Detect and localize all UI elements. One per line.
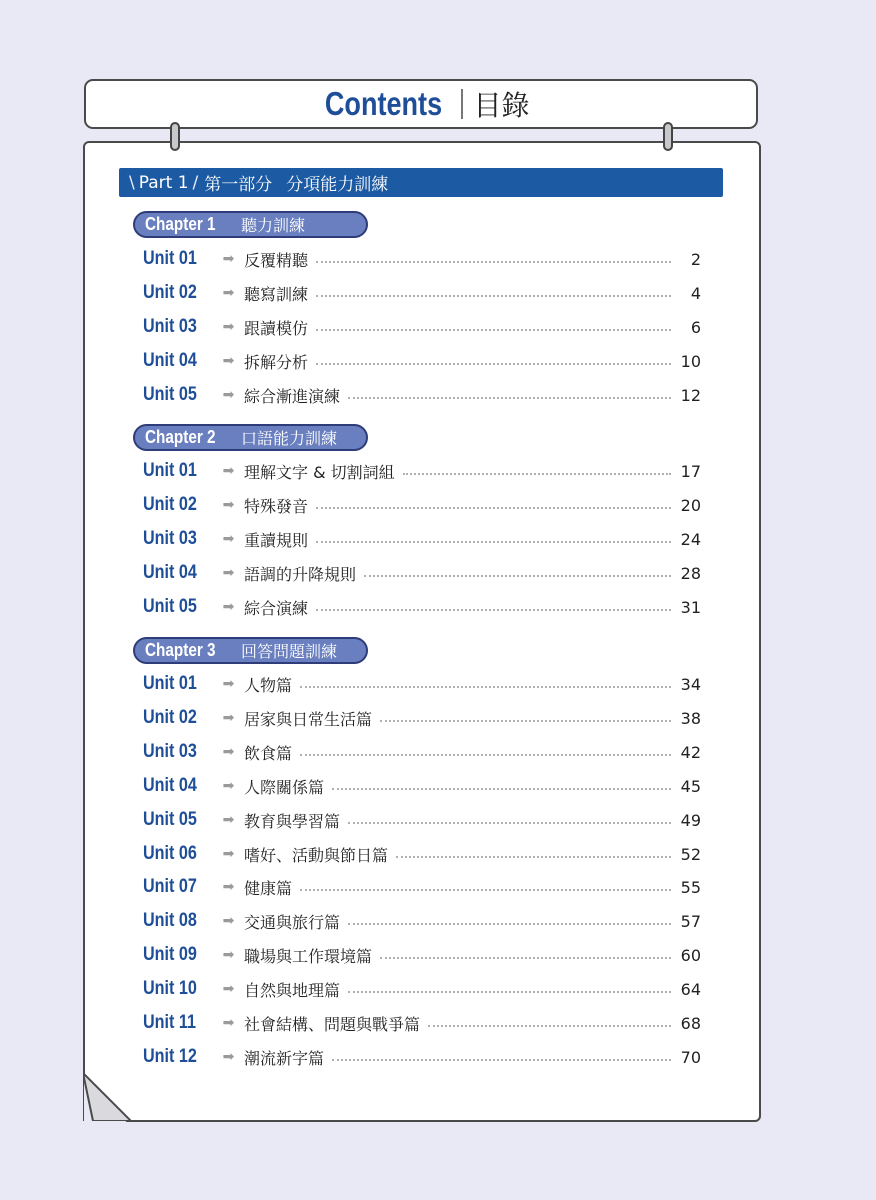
title-divider xyxy=(461,89,463,119)
toc-entry[interactable] xyxy=(143,842,701,866)
right-arrow-icon: ➡ xyxy=(222,947,235,963)
unit-topic: 嗜好、活動與節日篇 xyxy=(244,845,389,865)
dot-leader xyxy=(316,507,671,509)
dot-leader xyxy=(348,822,671,824)
toc-entry[interactable] xyxy=(143,909,701,933)
part-subtitle: 分項能力訓練 xyxy=(286,175,389,195)
toc-entry[interactable] xyxy=(143,672,701,696)
page-number: 52 xyxy=(680,844,701,864)
unit-topic: 拆解分析 xyxy=(244,352,309,372)
unit-label: Unit 12 xyxy=(143,1046,197,1067)
page-number: 34 xyxy=(680,674,701,694)
unit-label: Unit 10 xyxy=(143,978,197,999)
right-arrow-icon: ➡ xyxy=(222,599,235,615)
right-arrow-icon: ➡ xyxy=(222,531,235,547)
unit-label: Unit 06 xyxy=(143,843,197,864)
unit-label: Unit 02 xyxy=(143,494,197,515)
page-number: 31 xyxy=(680,597,701,617)
unit-label: Unit 03 xyxy=(143,316,197,337)
dot-leader xyxy=(316,261,671,263)
right-arrow-icon: ➡ xyxy=(222,913,235,929)
toc-entry[interactable] xyxy=(143,706,701,730)
part-title: 第一部分 xyxy=(204,175,273,195)
unit-topic: 交通與旅行篇 xyxy=(244,912,341,932)
unit-label: Unit 02 xyxy=(143,282,197,303)
right-arrow-icon: ➡ xyxy=(222,744,235,760)
toc-entry[interactable] xyxy=(143,1011,701,1035)
toc-entry[interactable] xyxy=(143,808,701,832)
right-arrow-icon: ➡ xyxy=(222,387,235,403)
unit-topic: 人物篇 xyxy=(244,675,293,695)
unit-label: Unit 04 xyxy=(143,562,197,583)
right-arrow-icon: ➡ xyxy=(222,981,235,997)
unit-topic: 飲食篇 xyxy=(244,743,293,763)
right-arrow-icon: ➡ xyxy=(222,879,235,895)
unit-label: Unit 09 xyxy=(143,944,197,965)
unit-topic: 社會結構、問題與戰爭篇 xyxy=(244,1014,421,1034)
toc-entry[interactable] xyxy=(143,247,701,271)
toc-entry[interactable] xyxy=(143,349,701,373)
page-number: 45 xyxy=(680,776,701,796)
toc-entry[interactable] xyxy=(143,561,701,585)
dot-leader xyxy=(332,1059,671,1061)
chapter-title: 回答問題訓練 xyxy=(241,642,338,661)
chapter-heading[interactable] xyxy=(133,637,368,664)
unit-label: Unit 01 xyxy=(143,673,197,694)
unit-topic: 聽寫訓練 xyxy=(244,284,309,304)
unit-label: Unit 03 xyxy=(143,528,197,549)
slash-glyph: \ xyxy=(129,172,135,193)
toc-entry[interactable] xyxy=(143,943,701,967)
page-number: 17 xyxy=(680,461,701,481)
unit-topic: 自然與地理篇 xyxy=(244,980,341,1000)
contents-title-zh: 目錄 xyxy=(473,89,530,122)
unit-label: Unit 01 xyxy=(143,460,197,481)
right-arrow-icon: ➡ xyxy=(222,846,235,862)
toc-entry[interactable] xyxy=(143,383,701,407)
page-number: 42 xyxy=(680,742,701,762)
unit-topic: 健康篇 xyxy=(244,878,293,898)
right-arrow-icon: ➡ xyxy=(222,463,235,479)
right-arrow-icon: ➡ xyxy=(222,778,235,794)
page-number: 10 xyxy=(680,351,701,371)
right-arrow-icon: ➡ xyxy=(222,497,235,513)
dot-leader xyxy=(364,575,671,577)
page-curl-icon xyxy=(83,1073,131,1121)
page-number: 68 xyxy=(680,1013,701,1033)
dot-leader xyxy=(348,923,671,925)
dot-leader xyxy=(300,754,671,756)
toc-entry[interactable] xyxy=(143,493,701,517)
chapter-heading[interactable] xyxy=(133,211,368,238)
toc-entry[interactable] xyxy=(143,740,701,764)
chapter-label: Chapter 3 xyxy=(145,640,216,660)
dot-leader xyxy=(316,609,671,611)
unit-topic: 語調的升降規則 xyxy=(244,564,357,584)
contents-title: Contents xyxy=(325,85,443,122)
unit-topic: 跟讀模仿 xyxy=(244,318,309,338)
unit-topic: 教育與學習篇 xyxy=(244,811,341,831)
dot-leader xyxy=(380,720,671,722)
right-arrow-icon: ➡ xyxy=(222,251,235,267)
unit-label: Unit 08 xyxy=(143,910,197,931)
dot-leader xyxy=(396,856,671,858)
unit-label: Unit 05 xyxy=(143,596,197,617)
unit-label: Unit 03 xyxy=(143,741,197,762)
toc-entry[interactable] xyxy=(143,595,701,619)
part-label: Part 1 xyxy=(138,172,189,193)
slash-glyph: / xyxy=(192,172,199,193)
page-number: 24 xyxy=(680,529,701,549)
right-arrow-icon: ➡ xyxy=(222,319,235,335)
unit-label: Unit 04 xyxy=(143,350,197,371)
page-number: 55 xyxy=(680,877,701,897)
page-number: 70 xyxy=(680,1047,701,1067)
unit-topic: 理解文字 & 切割詞組 xyxy=(244,462,395,482)
toc-entry[interactable] xyxy=(143,977,701,1001)
page-number: 4 xyxy=(690,283,701,303)
page-number: 12 xyxy=(680,385,701,405)
unit-topic: 潮流新字篇 xyxy=(244,1048,325,1068)
page-number: 28 xyxy=(680,563,701,583)
unit-label: Unit 01 xyxy=(143,248,197,269)
page-number: 2 xyxy=(690,249,701,269)
unit-topic: 綜合演練 xyxy=(244,598,309,618)
chapter-title: 聽力訓練 xyxy=(241,216,306,235)
page-number: 64 xyxy=(680,979,701,999)
dot-leader xyxy=(403,473,671,475)
dot-leader xyxy=(300,686,671,688)
unit-label: Unit 05 xyxy=(143,809,197,830)
unit-label: Unit 07 xyxy=(143,876,197,897)
dot-leader xyxy=(316,295,671,297)
page-number: 20 xyxy=(680,495,701,515)
toc-entry[interactable] xyxy=(143,875,701,899)
chapter-title: 口語能力訓練 xyxy=(241,429,338,448)
dot-leader xyxy=(316,541,671,543)
toc-entry[interactable] xyxy=(143,527,701,551)
unit-topic: 居家與日常生活篇 xyxy=(244,709,373,729)
dot-leader xyxy=(316,329,671,331)
right-arrow-icon: ➡ xyxy=(222,285,235,301)
right-arrow-icon: ➡ xyxy=(222,353,235,369)
toc-entry[interactable] xyxy=(143,459,701,483)
dot-leader xyxy=(380,957,671,959)
chapter-heading[interactable] xyxy=(133,424,368,451)
right-arrow-icon: ➡ xyxy=(222,1049,235,1065)
right-arrow-icon: ➡ xyxy=(222,565,235,581)
toc-entry[interactable] xyxy=(143,281,701,305)
dot-leader xyxy=(300,889,671,891)
toc-entry[interactable] xyxy=(143,774,701,798)
right-arrow-icon: ➡ xyxy=(222,676,235,692)
dot-leader xyxy=(348,991,671,993)
part-banner xyxy=(119,168,723,197)
unit-topic: 特殊發音 xyxy=(244,496,309,516)
unit-label: Unit 05 xyxy=(143,384,197,405)
dot-leader xyxy=(316,363,671,365)
binder-ring-right xyxy=(663,122,673,151)
page-number: 38 xyxy=(680,708,701,728)
page-number: 60 xyxy=(680,945,701,965)
unit-topic: 反覆精聽 xyxy=(244,250,309,270)
unit-label: Unit 02 xyxy=(143,707,197,728)
unit-topic: 人際關係篇 xyxy=(244,777,325,797)
right-arrow-icon: ➡ xyxy=(222,1015,235,1031)
dot-leader xyxy=(348,397,671,399)
dot-leader xyxy=(428,1025,671,1027)
unit-topic: 綜合漸進演練 xyxy=(244,386,341,406)
right-arrow-icon: ➡ xyxy=(222,710,235,726)
contents-header xyxy=(84,79,758,129)
toc-entry[interactable] xyxy=(143,315,701,339)
unit-topic: 重讀規則 xyxy=(244,530,309,550)
chapter-label: Chapter 2 xyxy=(145,427,216,447)
unit-label: Unit 04 xyxy=(143,775,197,796)
right-arrow-icon: ➡ xyxy=(222,812,235,828)
page-number: 49 xyxy=(680,810,701,830)
binder-ring-left xyxy=(170,122,180,151)
dot-leader xyxy=(332,788,671,790)
toc-entry[interactable] xyxy=(143,1045,701,1069)
unit-topic: 職場與工作環境篇 xyxy=(244,946,373,966)
chapter-label: Chapter 1 xyxy=(145,214,216,234)
page-number: 57 xyxy=(680,911,701,931)
unit-label: Unit 11 xyxy=(143,1012,196,1033)
page-number: 6 xyxy=(690,317,701,337)
